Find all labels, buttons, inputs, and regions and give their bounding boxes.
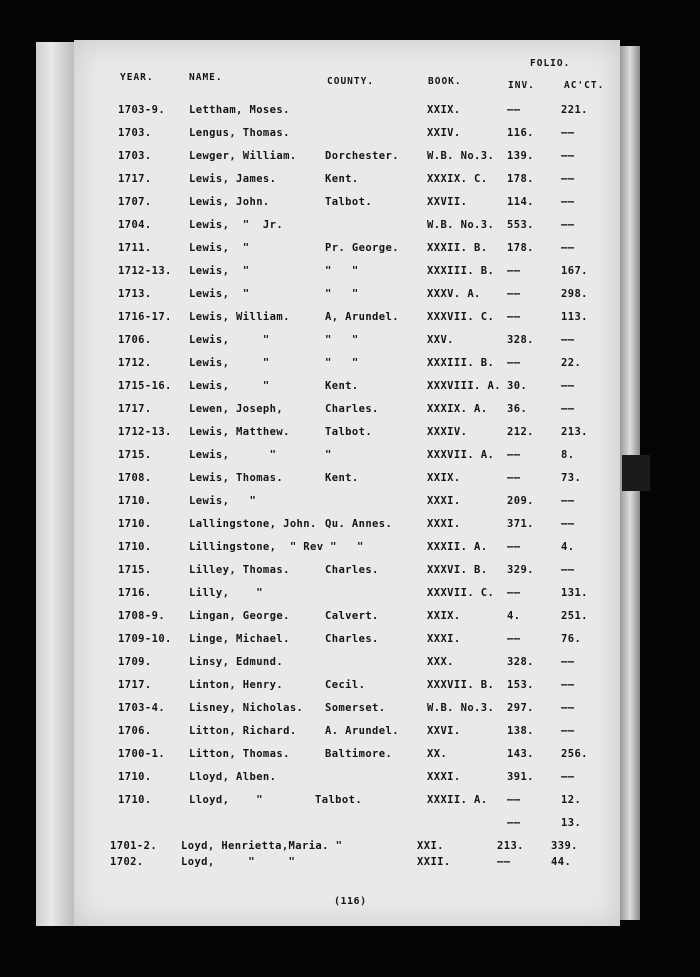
page-number: (116)	[334, 896, 367, 907]
entry-book: XXIX.	[427, 104, 461, 116]
entry-inv-folio: 30.	[507, 380, 528, 392]
entry-name: Lewen, Joseph,	[189, 403, 284, 415]
folio-header: FOLIO.	[530, 58, 571, 69]
entry-year: 1712-13.	[118, 265, 172, 277]
entry-book: XXVII.	[427, 196, 468, 208]
entry-name: Lewis, " Jr.	[189, 219, 284, 231]
entry-year: 1708-9.	[118, 610, 166, 622]
entry-acct-folio: 339.	[551, 840, 578, 852]
entry-acct-folio: 22.	[561, 357, 582, 369]
entry-year: 1717.	[118, 173, 152, 185]
entry-book: XXXIX. C.	[427, 173, 488, 185]
entry-year: 1710.	[118, 518, 152, 530]
entry-county: Charles.	[325, 564, 379, 576]
entry-inv-folio: 212.	[507, 426, 534, 438]
entry-book: XXXVII. A.	[427, 449, 495, 461]
entry-year: 1703-9.	[118, 104, 166, 116]
entry-book: XXXVII. C.	[427, 587, 495, 599]
entry-inv-folio: 178.	[507, 173, 534, 185]
entry-year: 1706.	[118, 725, 152, 737]
entry-name: Lewis, "	[189, 334, 270, 346]
entry-name: Lisney, Nicholas.	[189, 702, 304, 714]
entry-inv-folio: ——	[507, 472, 521, 484]
entry-name: Lloyd, "	[189, 794, 263, 806]
entry-acct-folio: 8.	[561, 449, 575, 461]
entry-name: Loyd, Henrietta,Maria. "	[181, 840, 343, 852]
entry-book: W.B. No.3.	[427, 219, 495, 231]
entry-county: Calvert.	[325, 610, 379, 622]
entry-inv-folio: ——	[507, 449, 521, 461]
entry-acct-folio: 44.	[551, 856, 572, 868]
left-binding-edge	[36, 42, 76, 926]
entry-book: XXII.	[417, 856, 451, 868]
entry-acct-folio: 213.	[561, 426, 588, 438]
entry-inv-folio: 371.	[507, 518, 534, 530]
entry-acct-folio: 251.	[561, 610, 588, 622]
entry-county: Qu. Annes.	[325, 518, 393, 530]
entry-year: 1715.	[118, 564, 152, 576]
entry-name: Lewis, "	[189, 380, 270, 392]
entry-acct-folio: 73.	[561, 472, 582, 484]
entry-book: XXXIV.	[427, 426, 468, 438]
entry-acct-folio: ——	[561, 219, 575, 231]
entry-inv-folio: 328.	[507, 656, 534, 668]
entry-acct-folio: 13.	[561, 817, 582, 829]
entry-name: Lewis, "	[189, 265, 250, 277]
entry-book: W.B. No.3.	[427, 150, 495, 162]
entry-book: XXIV.	[427, 127, 461, 139]
entry-inv-folio: ——	[507, 541, 521, 553]
entry-acct-folio: ——	[561, 518, 575, 530]
entry-county: " "	[325, 288, 359, 300]
entry-name: Lengus, Thomas.	[189, 127, 290, 139]
entry-inv-folio: 153.	[507, 679, 534, 691]
entry-acct-folio: ——	[561, 150, 575, 162]
entry-book: XXV.	[427, 334, 454, 346]
entry-year: 1708.	[118, 472, 152, 484]
entry-year: 1716-17.	[118, 311, 172, 323]
entry-name: Lewis, James.	[189, 173, 277, 185]
entry-name: Lewis, "	[189, 357, 270, 369]
entry-book: XX.	[427, 748, 448, 760]
entry-acct-folio: 12.	[561, 794, 582, 806]
entry-county: Dorchester.	[325, 150, 399, 162]
entry-name: Lettham, Moses.	[189, 104, 290, 116]
entry-acct-folio: 76.	[561, 633, 582, 645]
entry-acct-folio: 298.	[561, 288, 588, 300]
entry-county: Somerset.	[325, 702, 386, 714]
entry-book: XXI.	[417, 840, 444, 852]
entry-year: 1709.	[118, 656, 152, 668]
entry-year: 1710.	[118, 771, 152, 783]
entry-inv-folio: 138.	[507, 725, 534, 737]
entry-acct-folio: 113.	[561, 311, 588, 323]
entry-year: 1717.	[118, 679, 152, 691]
entry-book: XXIX.	[427, 472, 461, 484]
entry-inv-folio: 114.	[507, 196, 534, 208]
entry-book: XXXIX. A.	[427, 403, 488, 415]
entry-inv-folio: ——	[507, 311, 521, 323]
entry-book: XXXII. A.	[427, 541, 488, 553]
entry-name: Lingan, George.	[189, 610, 290, 622]
entry-acct-folio: 131.	[561, 587, 588, 599]
entry-acct-folio: ——	[561, 173, 575, 185]
entry-book: XXXVII. C.	[427, 311, 495, 323]
entry-county: Baltimore.	[325, 748, 393, 760]
entry-county: Kent.	[325, 472, 359, 484]
entry-book: XXXVIII. A.	[427, 380, 501, 392]
entry-inv-folio: 36.	[507, 403, 528, 415]
entry-book: XXXI.	[427, 771, 461, 783]
entry-name: Lewis, Thomas.	[189, 472, 284, 484]
entry-year: 1711.	[118, 242, 152, 254]
entry-book: XXXI.	[427, 518, 461, 530]
entry-county: " "	[325, 357, 359, 369]
entry-name: Lewis, "	[189, 449, 277, 461]
entry-county: " "	[325, 265, 359, 277]
entry-name: Linsy, Edmund.	[189, 656, 284, 668]
entry-year: 1712.	[118, 357, 152, 369]
entry-book: XXXVII. B.	[427, 679, 495, 691]
entry-inv-folio: ——	[507, 794, 521, 806]
entry-book: XXXII. B.	[427, 242, 488, 254]
entry-year: 1710.	[118, 794, 152, 806]
entry-acct-folio: 4.	[561, 541, 575, 553]
entry-year: 1713.	[118, 288, 152, 300]
entry-book: XXXV. A.	[427, 288, 481, 300]
entry-acct-folio: ——	[561, 725, 575, 737]
entry-county: Talbot.	[325, 426, 373, 438]
entry-county: Pr. George.	[325, 242, 399, 254]
entry-inv-folio: ——	[507, 265, 521, 277]
name-header: NAME.	[189, 72, 223, 83]
entry-book: XXXI.	[427, 495, 461, 507]
entry-county: Talbot.	[325, 196, 373, 208]
entry-book: XXXIII. B.	[427, 357, 495, 369]
entry-inv-folio: 213.	[497, 840, 524, 852]
entry-name: Lewis, "	[189, 495, 257, 507]
entry-inv-folio: 178.	[507, 242, 534, 254]
entry-inv-folio: ——	[507, 633, 521, 645]
entry-book: XXXII. A.	[427, 794, 488, 806]
entry-year: 1703-4.	[118, 702, 166, 714]
entry-acct-folio: ——	[561, 380, 575, 392]
acct-header: AC'CT.	[564, 80, 605, 91]
entry-acct-folio: ——	[561, 702, 575, 714]
entry-inv-folio: 391.	[507, 771, 534, 783]
entry-inv-folio: 4.	[507, 610, 521, 622]
entry-inv-folio: ——	[507, 357, 521, 369]
entry-acct-folio: ——	[561, 127, 575, 139]
entry-acct-folio: ——	[561, 196, 575, 208]
entry-year: 1712-13.	[118, 426, 172, 438]
entry-county: Cecil.	[325, 679, 366, 691]
entry-year: 1704.	[118, 219, 152, 231]
book-header: BOOK.	[428, 76, 462, 87]
entry-name: Lewis, William.	[189, 311, 290, 323]
entry-year: 1706.	[118, 334, 152, 346]
entry-acct-folio: ——	[561, 403, 575, 415]
entry-inv-folio: 209.	[507, 495, 534, 507]
entry-year: 1716.	[118, 587, 152, 599]
entry-inv-folio: 553.	[507, 219, 534, 231]
entry-county: A. Arundel.	[325, 725, 399, 737]
entry-name: Lewis, "	[189, 288, 250, 300]
inv-header: INV.	[508, 80, 535, 91]
entry-county: "	[325, 449, 332, 461]
entry-name: Litton, Richard.	[189, 725, 297, 737]
entry-acct-folio: ——	[561, 564, 575, 576]
entry-county: " "	[325, 334, 359, 346]
entry-year: 1703.	[118, 150, 152, 162]
entry-book: XXXI.	[427, 633, 461, 645]
entry-name: Lilley, Thomas.	[189, 564, 290, 576]
entry-acct-folio: ——	[561, 242, 575, 254]
entry-name: Lloyd, Alben.	[189, 771, 277, 783]
entry-name: Litton, Thomas.	[189, 748, 290, 760]
entry-acct-folio: 167.	[561, 265, 588, 277]
entry-inv-folio: 139.	[507, 150, 534, 162]
entry-county: Charles.	[325, 633, 379, 645]
entry-year: 1709-10.	[118, 633, 172, 645]
entry-book: XXVI.	[427, 725, 461, 737]
entry-inv-folio: 143.	[507, 748, 534, 760]
entry-inv-folio: ——	[507, 104, 521, 116]
entry-county: Kent.	[325, 380, 359, 392]
entry-inv-folio: 329.	[507, 564, 534, 576]
page-tab	[622, 455, 650, 491]
entry-acct-folio: ——	[561, 656, 575, 668]
entry-year: 1717.	[118, 403, 152, 415]
entry-name: Linton, Henry.	[189, 679, 284, 691]
entry-acct-folio: ——	[561, 495, 575, 507]
entry-year: 1710.	[118, 495, 152, 507]
entry-name: Lillingstone, " Rev " "	[189, 541, 364, 553]
entry-county: Kent.	[325, 173, 359, 185]
entry-county: Talbot.	[315, 794, 363, 806]
entry-acct-folio: ——	[561, 679, 575, 691]
entry-year: 1702.	[110, 856, 144, 868]
entry-name: Lallingstone, John.	[189, 518, 317, 530]
entry-year: 1700-1.	[118, 748, 166, 760]
county-header: COUNTY.	[327, 76, 375, 87]
entry-year: 1707.	[118, 196, 152, 208]
entry-book: XXXIII. B.	[427, 265, 495, 277]
entry-name: Lewis, "	[189, 242, 250, 254]
entry-name: Lewis, John.	[189, 196, 270, 208]
entry-name: Lewger, William.	[189, 150, 297, 162]
entry-inv-folio: ——	[507, 817, 521, 829]
entry-county: A, Arundel.	[325, 311, 399, 323]
entry-book: XXX.	[427, 656, 454, 668]
entry-inv-folio: 297.	[507, 702, 534, 714]
entry-acct-folio: 221.	[561, 104, 588, 116]
entry-year: 1701-2.	[110, 840, 158, 852]
entry-name: Lewis, Matthew.	[189, 426, 290, 438]
entry-year: 1710.	[118, 541, 152, 553]
entry-year: 1715-16.	[118, 380, 172, 392]
entry-inv-folio: ——	[497, 856, 511, 868]
entry-name: Linge, Michael.	[189, 633, 290, 645]
entry-year: 1703.	[118, 127, 152, 139]
entry-acct-folio: ——	[561, 334, 575, 346]
entry-inv-folio: 328.	[507, 334, 534, 346]
entry-county: Charles.	[325, 403, 379, 415]
entry-book: W.B. No.3.	[427, 702, 495, 714]
entry-name: Lilly, "	[189, 587, 263, 599]
entry-year: 1715.	[118, 449, 152, 461]
entry-inv-folio: ——	[507, 587, 521, 599]
year-header: YEAR.	[120, 72, 154, 83]
entry-inv-folio: 116.	[507, 127, 534, 139]
entry-acct-folio: 256.	[561, 748, 588, 760]
entry-acct-folio: ——	[561, 771, 575, 783]
entry-inv-folio: ——	[507, 288, 521, 300]
entry-book: XXXVI. B.	[427, 564, 488, 576]
entry-book: XXIX.	[427, 610, 461, 622]
entry-name: Loyd, " "	[181, 856, 296, 868]
